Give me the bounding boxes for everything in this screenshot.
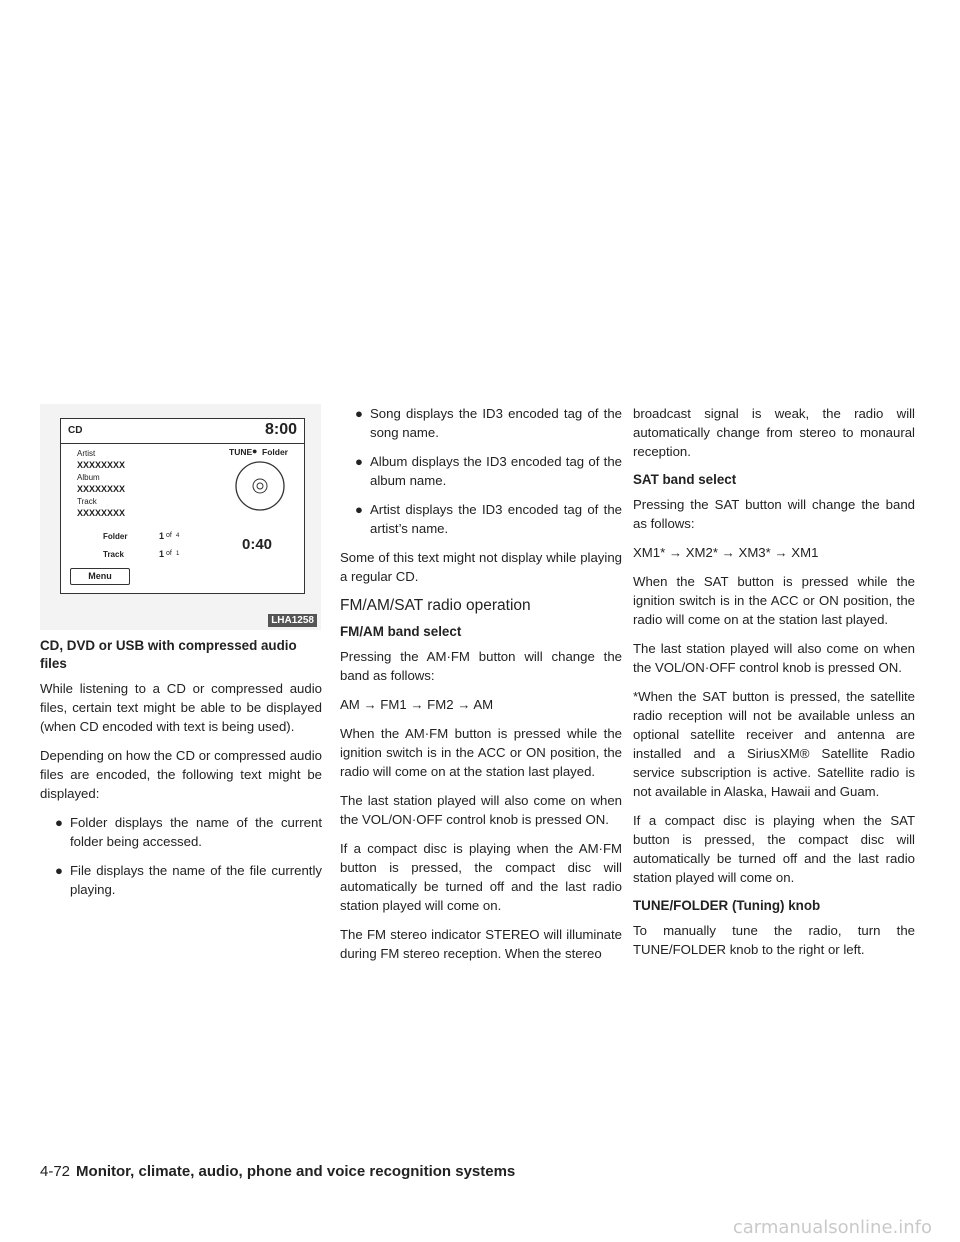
footer-title: Monitor, climate, audio, phone and voice recognition systems xyxy=(76,1163,516,1180)
paragraph: To manually tune the radio, turn the TUNE/FOLDER knob to the right or left. xyxy=(633,923,915,957)
track-total: 1 xyxy=(176,551,180,557)
disc-icon xyxy=(233,459,287,513)
album-value: XXXXXXXX xyxy=(77,484,126,494)
artist-value: XXXXXXXX xyxy=(77,460,126,470)
bullet-item xyxy=(340,452,622,490)
page-footer xyxy=(40,1163,515,1180)
paragraph: The last station played will also come on when the VOL/ON·OFF control knob is pressed ON. xyxy=(633,641,915,675)
figure-label: LHA1258 xyxy=(268,614,317,627)
track-row-label: Track xyxy=(103,550,124,559)
artist-label: Artist xyxy=(77,449,96,458)
bullet-text: Song displays the ID3 encoded tag of the song name. xyxy=(370,406,622,440)
paragraph: If a compact disc is playing when the AM·FM button is pressed, the compact disc will automatically be turned off and the last radio station played will come on. xyxy=(340,841,622,913)
subheading-sat: SAT band select xyxy=(633,472,737,487)
paragraph: Pressing the SAT button will change the band as follows: xyxy=(633,497,915,531)
heading-compressed-audio: CD, DVD or USB with compressed audio files xyxy=(40,638,297,671)
subheading-fm-am: FM/AM band select xyxy=(340,624,462,639)
band-sequence: AM → FM1 → FM2 → AM xyxy=(340,697,494,712)
track-number: 1 xyxy=(159,549,165,559)
paragraph: broadcast signal is weak, the radio will automatically change from stereo to monaural reception. xyxy=(633,406,915,459)
display-screen xyxy=(60,418,305,594)
paragraph: When the SAT button is pressed while the ignition switch is in the ACC or ON position, the radio will come on at the station last played. xyxy=(633,574,915,627)
paragraph: Some of this text might not display while playing a regular CD. xyxy=(340,550,622,584)
cd-display-figure xyxy=(40,404,321,630)
bullet-text: Album displays the ID3 encoded tag of the album name. xyxy=(370,454,622,488)
bullet-icon: ● xyxy=(55,815,63,830)
paragraph: Pressing the AM·FM button will change the band as follows: xyxy=(340,649,622,683)
bullet-text: Folder displays the name of the current folder being accessed. xyxy=(70,815,322,849)
folder-number: 1 xyxy=(159,531,165,541)
menu-button[interactable]: Menu xyxy=(70,568,130,585)
bullet-icon: ● xyxy=(55,863,63,878)
subheading-tune-folder: TUNE/FOLDER (Tuning) knob xyxy=(633,898,821,913)
source-label: CD xyxy=(68,425,83,436)
bullet-icon: ● xyxy=(355,454,363,469)
bullet-icon: ● xyxy=(355,406,363,421)
elapsed-time: 0:40 xyxy=(242,536,273,553)
tune-label: TUNE xyxy=(229,447,253,457)
bullet-icon: ● xyxy=(355,502,363,517)
knob-indicator-icon: ● xyxy=(252,446,258,456)
watermark: carmanualsonline.info xyxy=(732,1217,932,1238)
band-sequence: XM1* → XM2* → XM3* → XM1 xyxy=(633,545,819,560)
bullet-text: File displays the name of the file currently playing. xyxy=(70,863,322,897)
folder-row-label: Folder xyxy=(103,532,128,541)
track-value: XXXXXXXX xyxy=(77,508,126,518)
track-label: Track xyxy=(77,497,97,506)
bullet-item xyxy=(340,500,622,538)
folder-of: of xyxy=(166,532,172,539)
bullet-text: Artist displays the ID3 encoded tag of the artist’s name. xyxy=(370,502,622,536)
page-number: 4-72 xyxy=(40,1163,71,1180)
bullet-item xyxy=(40,861,322,899)
paragraph: When the AM·FM button is pressed while the ignition switch is in the ACC or ON position, the radio will come on at the station last played. xyxy=(340,726,622,779)
clock: 8:00 xyxy=(264,421,297,438)
paragraph: Depending on how the CD or compressed audio files are encoded, the following text might be displayed: xyxy=(40,748,322,801)
folder-total: 4 xyxy=(176,533,180,539)
track-of: of xyxy=(166,550,172,557)
paragraph: *When the SAT button is pressed, the satellite radio reception will not be available unless an optional satellite receiver and antenna are installed and a SiriusXM® Satellite Radio service subscription is active. Satellite radio is not available in Alaska, Hawaii and Guam. xyxy=(633,689,915,799)
column-1 xyxy=(40,637,322,909)
paragraph: While listening to a CD or compressed audio files, certain text might be able to be displayed (when CD encoded with text is being used). xyxy=(40,681,322,734)
section-title: FM/AM/SAT radio operation xyxy=(340,597,531,614)
paragraph: The FM stereo indicator STEREO will illuminate during FM stereo reception. When the stereo xyxy=(340,927,622,961)
column-3 xyxy=(633,404,915,969)
screen-header xyxy=(61,419,304,444)
album-label: Album xyxy=(77,473,100,482)
paragraph: If a compact disc is playing when the SAT button is pressed, the compact disc will automatically be turned off and the last radio station played will come on. xyxy=(633,813,915,885)
folder-mode-label: Folder xyxy=(262,447,288,457)
paragraph: The last station played will also come on when the VOL/ON·OFF control knob is pressed ON. xyxy=(340,793,622,827)
column-2 xyxy=(340,404,622,973)
bullet-item xyxy=(40,813,322,851)
bullet-item xyxy=(340,404,622,442)
